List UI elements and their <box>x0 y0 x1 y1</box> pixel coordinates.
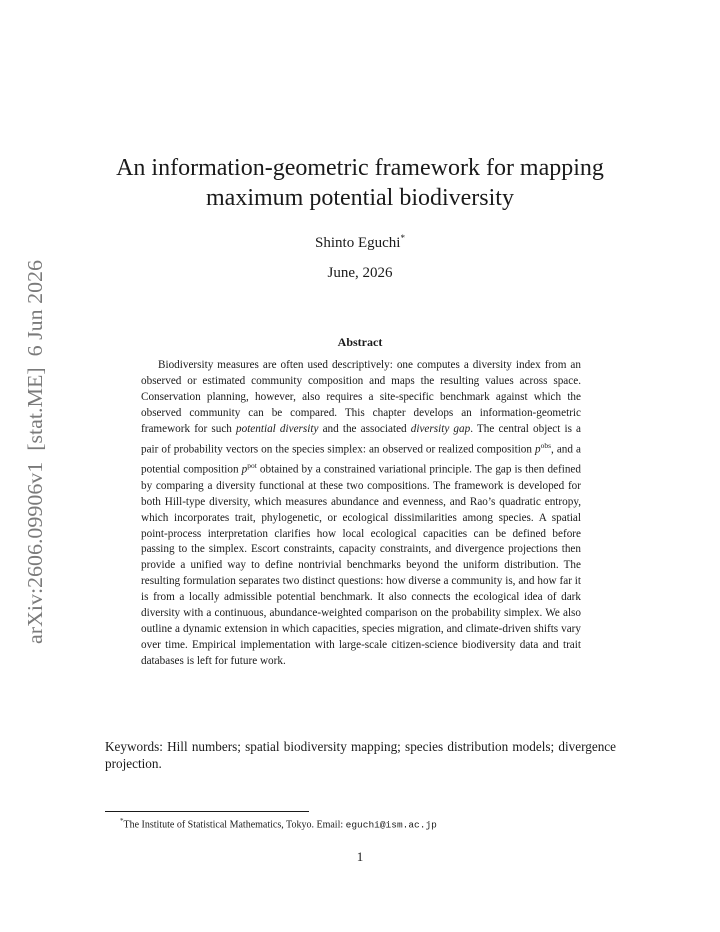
title-line-2: maximum potential biodiversity <box>206 185 514 211</box>
abstract-text-2: and the associated <box>318 422 411 435</box>
arxiv-id-text: arXiv:2606.09906v1 [stat.ME] 6 Jun 2026 <box>23 276 47 644</box>
abstract-text-4: , and a potential composition <box>141 443 581 476</box>
footnote-mark: * <box>120 817 124 825</box>
title-line-1: An information-geometric framework for mapping <box>116 155 604 181</box>
abstract-emphasis-potential-diversity: potential diversity <box>236 422 319 435</box>
abstract-text-5: obtained by a constrained variational principle. The gap is then defined by comparing a diversity functional at these two compositions. The framework is developed for both Hill-type diversity, which measures abundance and evenness, and Rao’s quadratic entropy, which incorporates trait, phylogenetic, or ecological dissimilarities among species. A spatial point-process interpretation clarifies how local ecological capacities can be defined before passing to the simplex. Escort constraints, capacity constraints, and divergence projections then provide a unified way to define nontrivial benchmarks beyond the uniform distribution. The resulting formulation separates two distinct questions: how diverse a community is, and how far it is from a locally admissible potential benchmark. It also connects the ecological idea of dark diversity with a continuous, abundance-weighted comparison on the probability simplex. We also outline a dynamic extension in which capacities, species migration, and climate-driven shifts vary over time. Empirical implementation with large-scale citizen-science biodiversity data and trait databases is left for future work. <box>141 463 581 667</box>
footnote <box>120 817 620 830</box>
abstract-text-3: . The central object is a pair of probability vectors on the species simplex: an observed or realized composition <box>141 422 582 456</box>
page-number: 1 <box>356 849 364 864</box>
abstract-sup-pot: pot <box>247 461 257 471</box>
abstract-heading: Abstract <box>337 335 383 349</box>
abstract-var-p-obs: p <box>535 443 541 456</box>
footnote-text: The Institute of Statistical Mathematics, Tokyo. Email: <box>123 819 346 831</box>
paper-date: June, 2026 <box>327 265 393 281</box>
footnote-rule <box>105 811 309 812</box>
keywords: Keywords: Hill numbers; spatial biodiversity mapping; species distribution models; divergence projection. <box>105 739 616 771</box>
author <box>260 233 460 252</box>
paper-title <box>95 153 625 213</box>
abstract-sup-obs: obs <box>540 440 552 450</box>
abstract-body <box>141 358 581 670</box>
arxiv-sidebar-stamp <box>19 260 49 644</box>
footnote-email: eguchi@ism.ac.jp <box>345 819 437 831</box>
abstract-var-p-pot: p <box>241 463 248 476</box>
abstract-emphasis-diversity-gap: diversity gap <box>410 422 471 435</box>
author-name: Shinto Eguchi <box>315 235 401 251</box>
abstract-text-1: Biodiversity measures are often used descriptively: one computes a diversity index from an observed or estimated community composition and maps the resulting values across space. Conservation planning, however, also requires a site-specific benchmark against which the observed community can be compared. This chapter develops an information-geometric framework for such <box>141 359 581 435</box>
author-footnote-mark: * <box>400 233 405 243</box>
